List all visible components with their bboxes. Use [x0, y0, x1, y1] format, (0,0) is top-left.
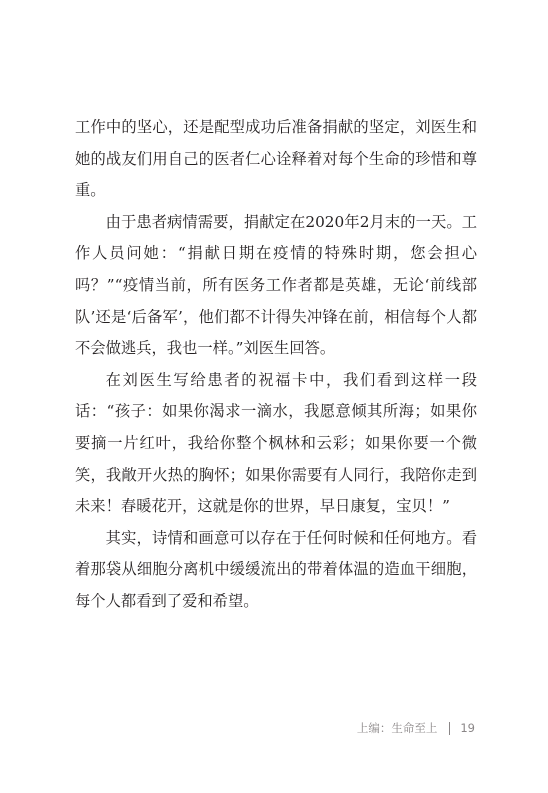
paragraph-3: 在刘医生写给患者的祝福卡中，我们看到这样一段话：“孩子：如果你渴求一滴水，我愿意倾其所海；如果你要摘一片红叶，我给你整个枫林和云彩；如果你要一个微笑，我敞开火热的胸怀；如果你需要有人同行，我陪你走到未来！春暖花开，这就是你的世界，早日康复，宝贝！”: [75, 370, 477, 516]
running-head-section: 上编：生命至上: [356, 721, 438, 735]
paragraph-2: 由于患者病情需要，捐献定在2020年2月末的一天。工作人员问她：“捐献日期在疫情的特殊时期，您会担心吗？”“疫情当前，所有医务工作者都是英雄，无论‘前线部队’还是‘后备军’，他们都不计得失冲锋在前，相信每个人都不会做逃兵，我也一样。”刘医生回答。: [75, 212, 477, 358]
footer-divider: [449, 722, 450, 735]
paragraph-1: 工作中的坚心，还是配型成功后准备捐献的坚定，刘医生和她的战友们用自己的医者仁心诠释着对每个生命的珍惜和尊重。: [75, 118, 477, 200]
page-number: 19: [460, 721, 475, 735]
body-text: [75, 112, 477, 618]
paragraph-4: 其实，诗情和画意可以存在于任何时候和任何地方。看着那袋从细胞分离机中缓缓流出的带着体温的造血干细胞，每个人都看到了爱和希望。: [75, 528, 477, 610]
page-footer: [357, 719, 475, 737]
